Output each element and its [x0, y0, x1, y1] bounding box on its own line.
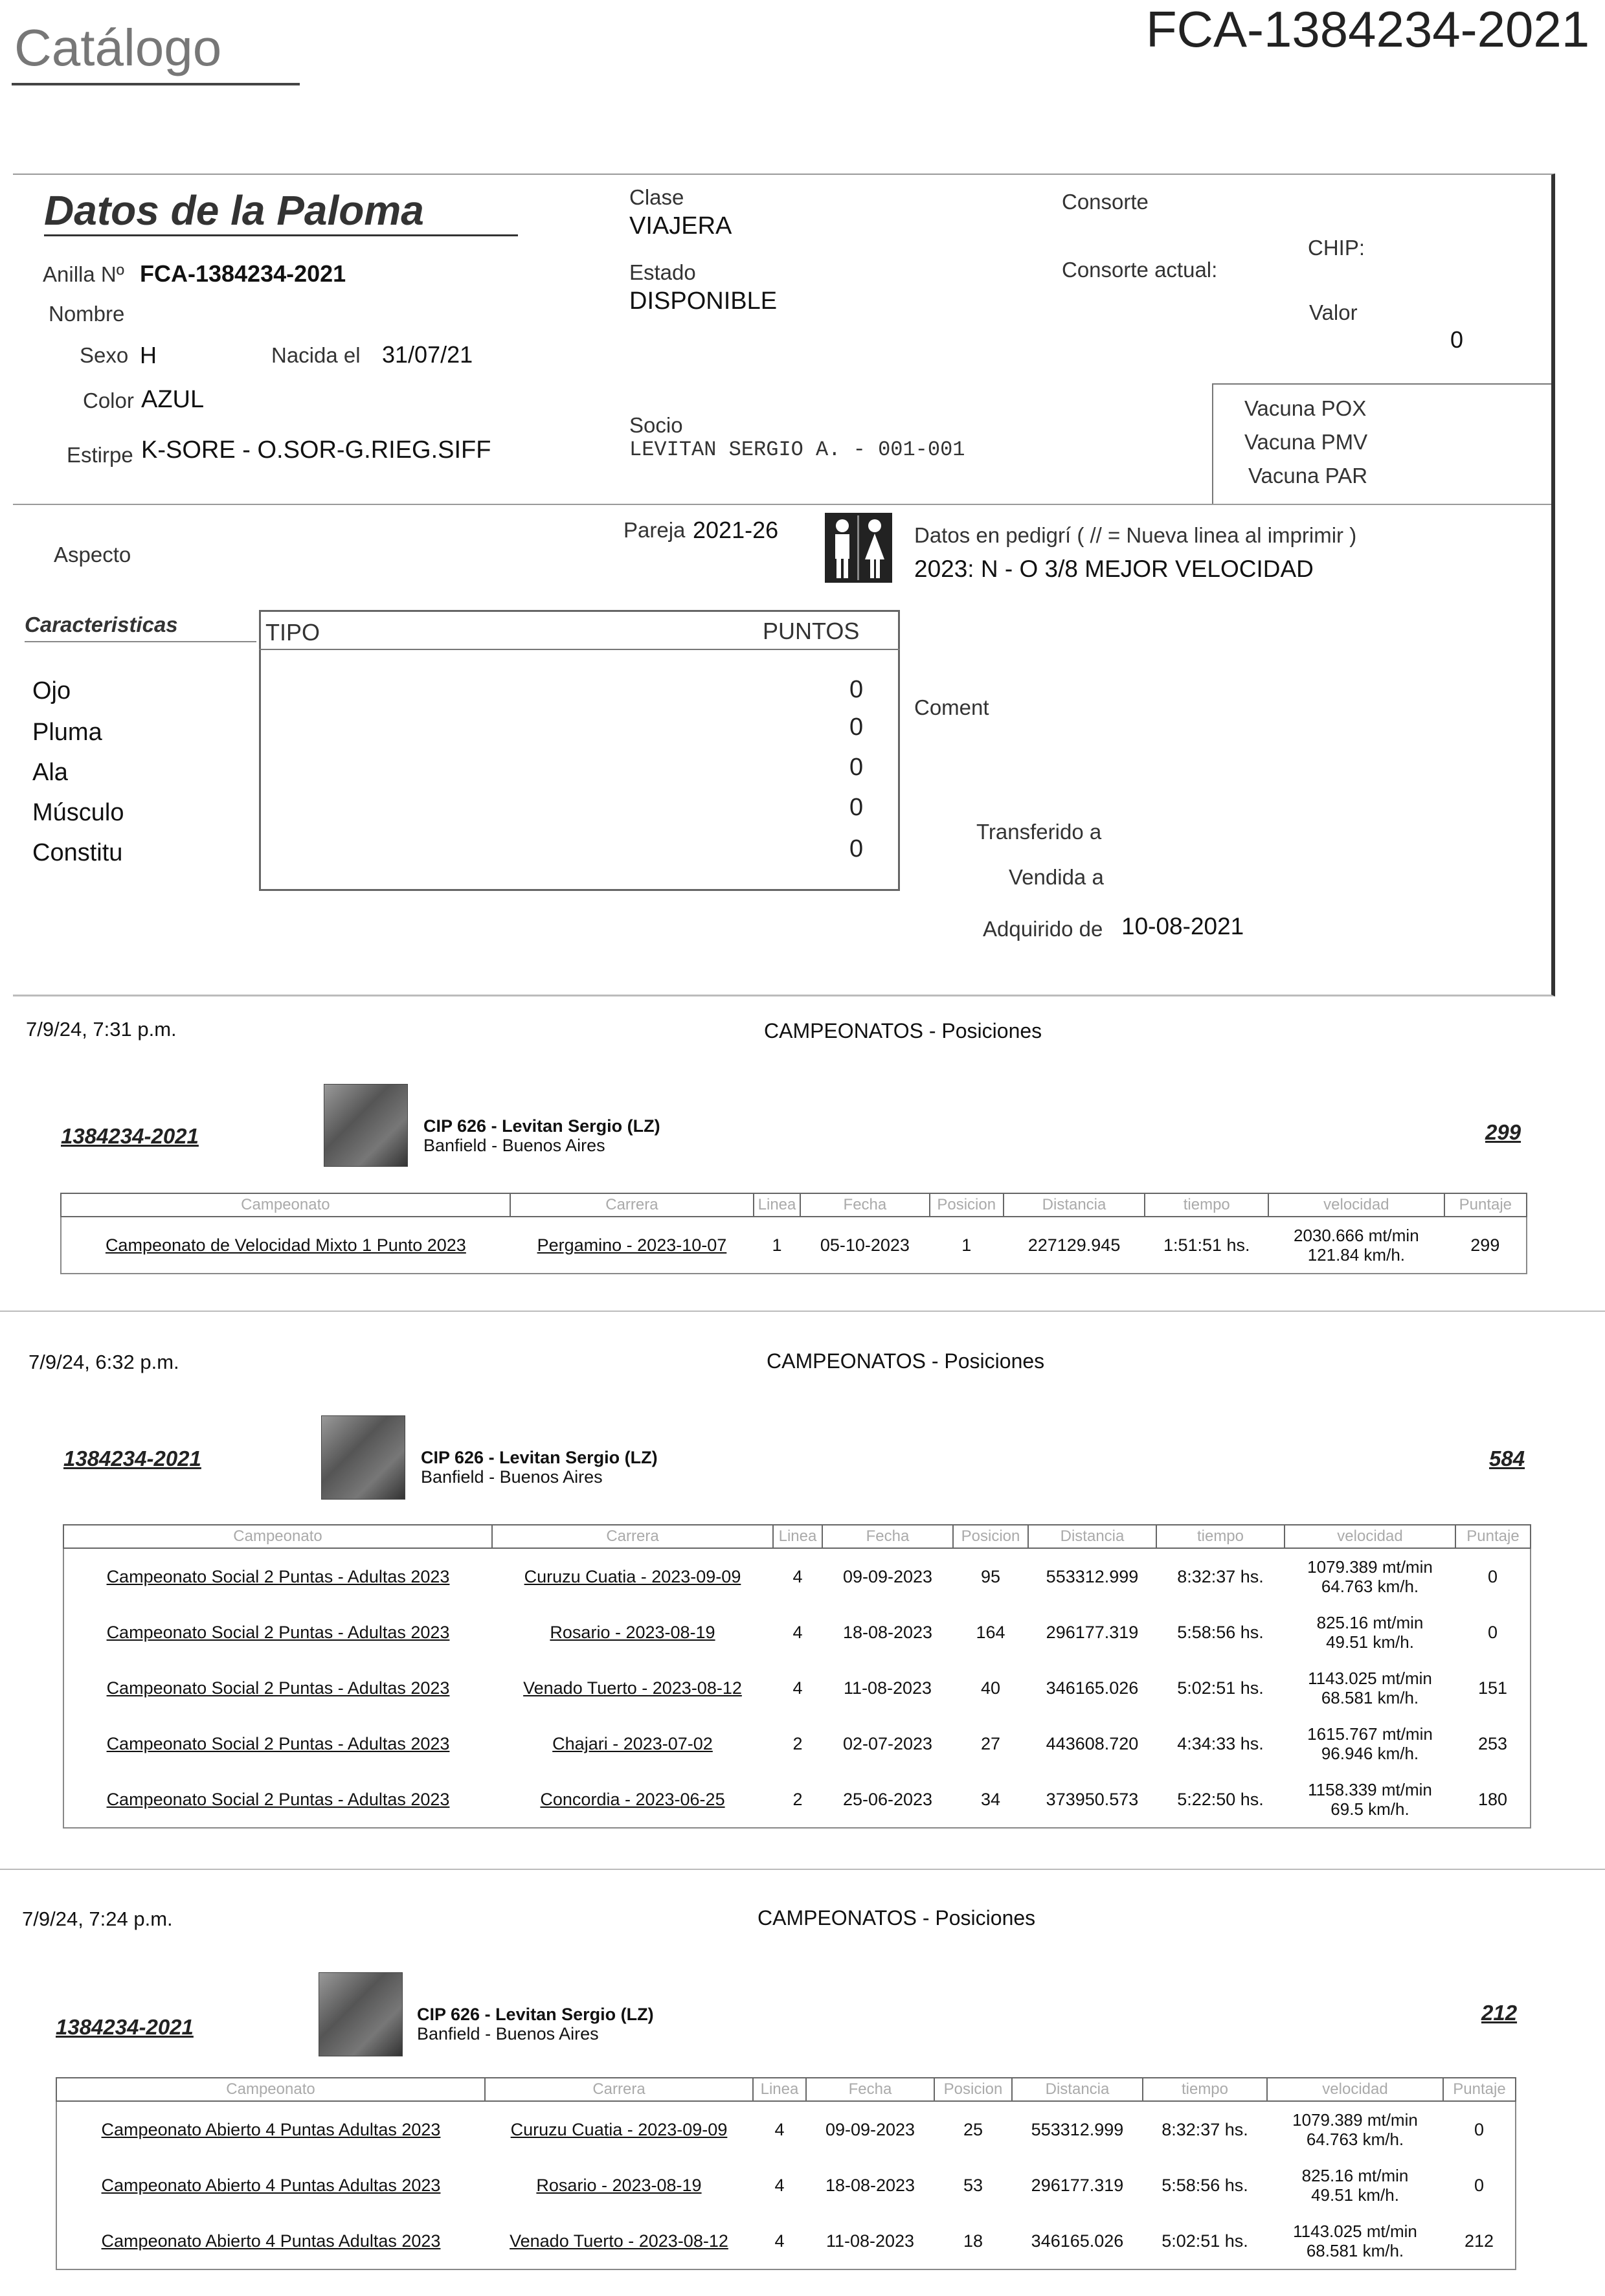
pedigri-label: Datos en pedigrí ( // = Nueva linea al imprimir ) — [914, 523, 1357, 547]
puntos-header: PUNTOS — [763, 618, 860, 644]
table-row — [63, 1716, 1531, 1772]
divider-mid — [13, 504, 1551, 505]
carrera-link[interactable]: Pergamino - 2023-10-07 — [537, 1235, 727, 1255]
valor-label: Valor — [1309, 300, 1358, 324]
tiempo-cell: 5:58:56 hs. — [1162, 2175, 1248, 2195]
col-campeonato: Campeonato — [56, 2078, 485, 2101]
col-velocidad: velocidad — [1267, 2078, 1443, 2101]
estado-label: Estado — [629, 260, 696, 284]
coment-label: Coment — [914, 695, 989, 719]
couple-icon — [825, 513, 892, 583]
velocidad-kmh: 96.946 km/h. — [1321, 1744, 1419, 1763]
tiempo-cell: 1:51:51 hs. — [1163, 1235, 1250, 1255]
catalog-title: Catálogo — [14, 19, 222, 76]
section-3-results-table — [56, 2077, 1516, 2270]
velocidad-kmh: 49.51 km/h. — [1311, 2185, 1399, 2205]
col-tiempo: tiempo — [1145, 1193, 1268, 1217]
col-distancia: Distancia — [1004, 1193, 1145, 1217]
socio-label: Socio — [629, 413, 683, 437]
campeonato-link[interactable]: Campeonato Abierto 4 Puntas Adultas 2023 — [101, 2175, 441, 2195]
velocidad-cell — [1267, 2101, 1443, 2157]
velocidad-kmh: 121.84 km/h. — [1307, 1245, 1405, 1265]
paloma-heading: Datos de la Paloma — [44, 187, 424, 234]
velocidad-mtmin: 2030.666 mt/min — [1294, 1226, 1419, 1245]
section-2-score[interactable]: 584 — [1489, 1446, 1525, 1470]
char-constitu-puntos: 0 — [849, 835, 864, 862]
pareja-label: Pareja — [623, 518, 686, 542]
fecha-cell: 09-09-2023 — [842, 1566, 933, 1586]
tiempo-cell: 8:32:37 hs. — [1177, 1566, 1264, 1586]
sexo-label: Sexo — [80, 343, 129, 367]
section-2-ring[interactable]: 1384234-2021 — [63, 1446, 201, 1470]
heading-underline — [44, 234, 518, 236]
section-3-ring[interactable]: 1384234-2021 — [56, 2015, 194, 2039]
puntaje-cell: 299 — [1470, 1235, 1500, 1255]
velocidad-kmh: 64.763 km/h. — [1321, 1577, 1419, 1596]
color-label: Color — [83, 388, 134, 412]
velocidad-mtmin: 1079.389 mt/min — [1292, 2110, 1418, 2130]
estado-value: DISPONIBLE — [629, 287, 778, 315]
linea-cell: 4 — [792, 1678, 803, 1698]
tiempo-cell: 8:32:37 hs. — [1162, 2119, 1248, 2139]
section-3-owner: CIP 626 - Levitan Sergio (LZ) — [417, 2005, 654, 2024]
campeonato-link[interactable]: Campeonato Social 2 Puntas - Adultas 2023 — [106, 1566, 450, 1586]
distancia-cell: 373950.573 — [1046, 1789, 1139, 1809]
velocidad-mtmin: 825.16 mt/min — [1301, 2166, 1409, 2185]
anilla-label: Anilla Nº — [43, 262, 124, 286]
tiempo-cell: 5:58:56 hs. — [1177, 1622, 1264, 1642]
posicion-cell: 25 — [963, 2119, 983, 2139]
linea-cell: 4 — [792, 1622, 803, 1642]
caracteristicas-header-line — [259, 649, 900, 650]
posicion-cell: 164 — [976, 1622, 1005, 1642]
clase-value: VIAJERA — [629, 212, 732, 240]
distancia-cell: 296177.319 — [1031, 2175, 1124, 2195]
col-tiempo: tiempo — [1143, 2078, 1267, 2101]
tiempo-cell: 5:22:50 hs. — [1177, 1789, 1264, 1809]
tiempo-cell: 5:02:51 hs. — [1177, 1678, 1264, 1698]
linea-cell: 4 — [792, 1566, 803, 1586]
pareja-value: 2021-26 — [693, 517, 779, 543]
carrera-link[interactable]: Venado Tuerto - 2023-08-12 — [510, 2231, 728, 2251]
puntaje-cell: 212 — [1464, 2231, 1494, 2251]
puntaje-cell: 253 — [1477, 1733, 1508, 1753]
posicion-cell: 27 — [980, 1733, 1001, 1753]
section-2-owner-photo — [321, 1415, 405, 1500]
col-puntaje: Puntaje — [1455, 1525, 1531, 1548]
caracteristicas-table — [259, 610, 900, 891]
fecha-cell: 09-09-2023 — [825, 2119, 915, 2139]
col-carrera: Carrera — [492, 1525, 773, 1548]
section-1-owner-photo — [324, 1084, 408, 1167]
puntaje-cell: 0 — [1487, 1622, 1498, 1642]
fecha-cell: 18-08-2023 — [842, 1622, 933, 1642]
col-fecha: Fecha — [806, 2078, 934, 2101]
carrera-link[interactable]: Rosario - 2023-08-19 — [550, 1622, 715, 1642]
velocidad-kmh: 64.763 km/h. — [1306, 2130, 1404, 2149]
section-1-owner: CIP 626 - Levitan Sergio (LZ) — [423, 1116, 660, 1136]
valor-value: 0 — [1450, 326, 1464, 353]
col-puntaje: Puntaje — [1444, 1193, 1527, 1217]
fecha-cell: 11-08-2023 — [843, 1678, 932, 1698]
campeonato-link[interactable]: Campeonato de Velocidad Mixto 1 Punto 2023 — [105, 1235, 466, 1255]
section-2-owner: CIP 626 - Levitan Sergio (LZ) — [421, 1448, 658, 1467]
clase-label: Clase — [629, 185, 684, 209]
char-ala-label: Ala — [32, 759, 68, 786]
velocidad-mtmin: 1143.025 mt/min — [1293, 2222, 1417, 2241]
nacida-value: 31/07/21 — [382, 341, 473, 368]
nacida-label: Nacida el — [271, 343, 361, 367]
col-campeonato: Campeonato — [63, 1525, 492, 1548]
col-fecha: Fecha — [822, 1525, 953, 1548]
velocidad-cell — [1285, 1604, 1455, 1660]
distancia-cell: 553312.999 — [1031, 2119, 1124, 2139]
campeonato-link[interactable]: Campeonato Social 2 Puntas - Adultas 2023 — [106, 1678, 450, 1698]
table-row — [63, 1548, 1531, 1604]
adquirido-value: 10-08-2021 — [1121, 913, 1244, 940]
posicion-cell: 1 — [961, 1235, 972, 1255]
char-pluma-label: Pluma — [32, 719, 102, 746]
tiempo-cell: 5:02:51 hs. — [1162, 2231, 1248, 2251]
posicion-cell: 53 — [963, 2175, 983, 2195]
char-musculo-puntos: 0 — [849, 794, 864, 821]
campeonato-link[interactable]: Campeonato Social 2 Puntas - Adultas 2023 — [106, 1733, 450, 1753]
velocidad-mtmin: 1615.767 mt/min — [1307, 1724, 1433, 1744]
char-constitu-label: Constitu — [32, 839, 123, 866]
fecha-cell: 25-06-2023 — [842, 1789, 933, 1809]
col-posicion: Posicion — [930, 1193, 1004, 1217]
linea-cell: 2 — [792, 1733, 803, 1753]
char-ala-puntos: 0 — [849, 754, 864, 781]
anilla-value: FCA-1384234-2021 — [140, 260, 346, 287]
col-tiempo: tiempo — [1156, 1525, 1285, 1548]
page-separator-1 — [0, 1311, 1605, 1312]
velocidad-kmh: 68.581 km/h. — [1306, 2241, 1404, 2260]
table-row — [56, 2213, 1516, 2269]
section-1-ring[interactable]: 1384234-2021 — [61, 1124, 199, 1148]
char-ojo-label: Ojo — [32, 677, 71, 704]
tipo-header: TIPO — [265, 619, 320, 646]
section-1-location: Banfield - Buenos Aires — [423, 1136, 605, 1155]
consorte-actual-label: Consorte actual: — [1062, 258, 1218, 282]
posicion-cell: 34 — [980, 1789, 1001, 1809]
pedigri-value: 2023: N - O 3/8 MEJOR VELOCIDAD — [914, 556, 1314, 582]
col-puntaje: Puntaje — [1443, 2078, 1516, 2101]
campeonato-link[interactable]: Campeonato Social 2 Puntas - Adultas 2023 — [106, 1789, 450, 1809]
carrera-link[interactable]: Rosario - 2023-08-19 — [536, 2175, 702, 2195]
velocidad-cell — [1267, 2157, 1443, 2213]
col-posicion: Posicion — [953, 1525, 1028, 1548]
vacuna-par-label: Vacuna PAR — [1248, 464, 1368, 488]
section-3-title: CAMPEONATOS - Posiciones — [758, 1906, 1036, 1930]
section-2-title: CAMPEONATOS - Posiciones — [767, 1349, 1045, 1373]
char-musculo-label: Músculo — [32, 799, 124, 826]
velocidad-mtmin: 1158.339 mt/min — [1308, 1780, 1432, 1799]
col-linea: Linea — [753, 2078, 806, 2101]
section-3-owner-photo — [319, 1972, 403, 2056]
col-distancia: Distancia — [1012, 2078, 1143, 2101]
title-underline — [12, 83, 300, 85]
transferido-label: Transferido a — [976, 820, 1102, 844]
estirpe-label: Estirpe — [67, 443, 133, 467]
vacuna-pox-label: Vacuna POX — [1244, 396, 1367, 420]
carrera-link[interactable]: Curuzu Cuatia - 2023-09-09 — [510, 2119, 728, 2139]
section-2-timestamp: 7/9/24, 6:32 p.m. — [28, 1351, 179, 1373]
table-row — [63, 1604, 1531, 1660]
col-velocidad: velocidad — [1268, 1193, 1444, 1217]
section-3-timestamp: 7/9/24, 7:24 p.m. — [22, 1908, 173, 1930]
sexo-value: H — [140, 342, 157, 368]
char-pluma-puntos: 0 — [849, 714, 864, 741]
carrera-link[interactable]: Venado Tuerto - 2023-08-12 — [523, 1678, 742, 1698]
page-separator-2 — [0, 1869, 1605, 1870]
table-row — [63, 1772, 1531, 1828]
velocidad-cell — [1285, 1660, 1455, 1716]
velocidad-kmh: 68.581 km/h. — [1321, 1688, 1419, 1707]
aspecto-label: Aspecto — [54, 543, 131, 567]
table-row — [56, 2157, 1516, 2213]
col-campeonato: Campeonato — [61, 1193, 510, 1217]
campeonato-link[interactable]: Campeonato Abierto 4 Puntas Adultas 2023 — [101, 2231, 441, 2251]
velocidad-kmh: 49.51 km/h. — [1326, 1632, 1414, 1652]
distancia-cell: 346165.026 — [1046, 1678, 1139, 1698]
posicion-cell: 18 — [963, 2231, 983, 2251]
velocidad-mtmin: 1079.389 mt/min — [1307, 1557, 1433, 1577]
color-value: AZUL — [141, 386, 205, 413]
col-carrera: Carrera — [485, 2078, 753, 2101]
distancia-cell: 553312.999 — [1046, 1566, 1139, 1586]
section-1-results-table — [60, 1193, 1527, 1274]
distancia-cell: 227129.945 — [1027, 1235, 1121, 1255]
distancia-cell: 346165.026 — [1031, 2231, 1124, 2251]
nombre-label: Nombre — [49, 302, 125, 326]
section-2-results-table — [63, 1524, 1531, 1829]
consorte-label: Consorte — [1062, 190, 1149, 214]
section-1-timestamp: 7/9/24, 7:31 p.m. — [26, 1018, 177, 1041]
linea-cell: 1 — [772, 1235, 782, 1255]
puntaje-cell: 151 — [1477, 1678, 1508, 1698]
distancia-cell: 296177.319 — [1046, 1622, 1139, 1642]
section-1-score[interactable]: 299 — [1485, 1120, 1521, 1144]
section-1-title: CAMPEONATOS - Posiciones — [764, 1019, 1042, 1042]
col-velocidad: velocidad — [1285, 1525, 1455, 1548]
campeonato-link[interactable]: Campeonato Social 2 Puntas - Adultas 2023 — [106, 1622, 450, 1642]
linea-cell: 2 — [792, 1789, 803, 1809]
table-row — [56, 2101, 1516, 2157]
tiempo-cell: 4:34:33 hs. — [1177, 1733, 1264, 1753]
carrera-link[interactable]: Chajari - 2023-07-02 — [552, 1733, 713, 1753]
puntaje-cell: 0 — [1474, 2175, 1485, 2195]
linea-cell: 4 — [774, 2175, 785, 2195]
puntaje-cell: 180 — [1477, 1789, 1508, 1809]
velocidad-cell — [1268, 1217, 1444, 1274]
posicion-cell: 40 — [980, 1678, 1001, 1698]
col-linea: Linea — [773, 1525, 822, 1548]
section-3-location: Banfield - Buenos Aires — [417, 2024, 599, 2043]
carrera-link[interactable]: Curuzu Cuatia - 2023-09-09 — [524, 1566, 741, 1586]
chip-label: CHIP: — [1308, 236, 1365, 260]
section-2-location: Banfield - Buenos Aires — [421, 1467, 603, 1487]
section-3-score[interactable]: 212 — [1481, 2001, 1518, 2025]
table-row — [61, 1217, 1527, 1274]
puntaje-cell: 0 — [1474, 2119, 1485, 2139]
velocidad-mtmin: 825.16 mt/min — [1316, 1613, 1424, 1632]
caracteristicas-label: Caracteristicas — [25, 613, 178, 636]
ring-code-header: FCA-1384234-2021 — [1146, 1, 1590, 58]
velocidad-cell — [1285, 1716, 1455, 1772]
char-ojo-puntos: 0 — [849, 676, 864, 703]
vendida-label: Vendida a — [1009, 865, 1104, 889]
campeonato-link[interactable]: Campeonato Abierto 4 Puntas Adultas 2023 — [101, 2119, 441, 2139]
linea-cell: 4 — [774, 2231, 785, 2251]
velocidad-mtmin: 1143.025 mt/min — [1308, 1669, 1432, 1688]
fecha-cell: 05-10-2023 — [820, 1235, 910, 1255]
puntaje-cell: 0 — [1487, 1566, 1498, 1586]
col-carrera: Carrera — [510, 1193, 754, 1217]
col-distancia: Distancia — [1028, 1525, 1156, 1548]
carrera-link[interactable]: Concordia - 2023-06-25 — [540, 1789, 725, 1809]
table-row — [63, 1660, 1531, 1716]
vacuna-pmv-label: Vacuna PMV — [1244, 430, 1368, 454]
linea-cell: 4 — [774, 2119, 785, 2139]
velocidad-cell — [1285, 1548, 1455, 1604]
fecha-cell: 11-08-2023 — [825, 2231, 915, 2251]
socio-value: LEVITAN SERGIO A. - 001-001 — [629, 438, 965, 462]
velocidad-kmh: 69.5 km/h. — [1330, 1799, 1409, 1819]
caracteristicas-underline — [25, 641, 256, 642]
adquirido-label: Adquirido de — [983, 917, 1103, 941]
velocidad-cell — [1267, 2213, 1443, 2269]
fecha-cell: 02-07-2023 — [842, 1733, 933, 1753]
col-posicion: Posicion — [934, 2078, 1012, 2101]
distancia-cell: 443608.720 — [1046, 1733, 1139, 1753]
velocidad-cell — [1285, 1772, 1455, 1828]
estirpe-value: K-SORE - O.SOR-G.RIEG.SIFF — [141, 436, 491, 464]
fecha-cell: 18-08-2023 — [825, 2175, 915, 2195]
posicion-cell: 95 — [980, 1566, 1001, 1586]
col-fecha: Fecha — [800, 1193, 930, 1217]
col-linea: Linea — [754, 1193, 800, 1217]
